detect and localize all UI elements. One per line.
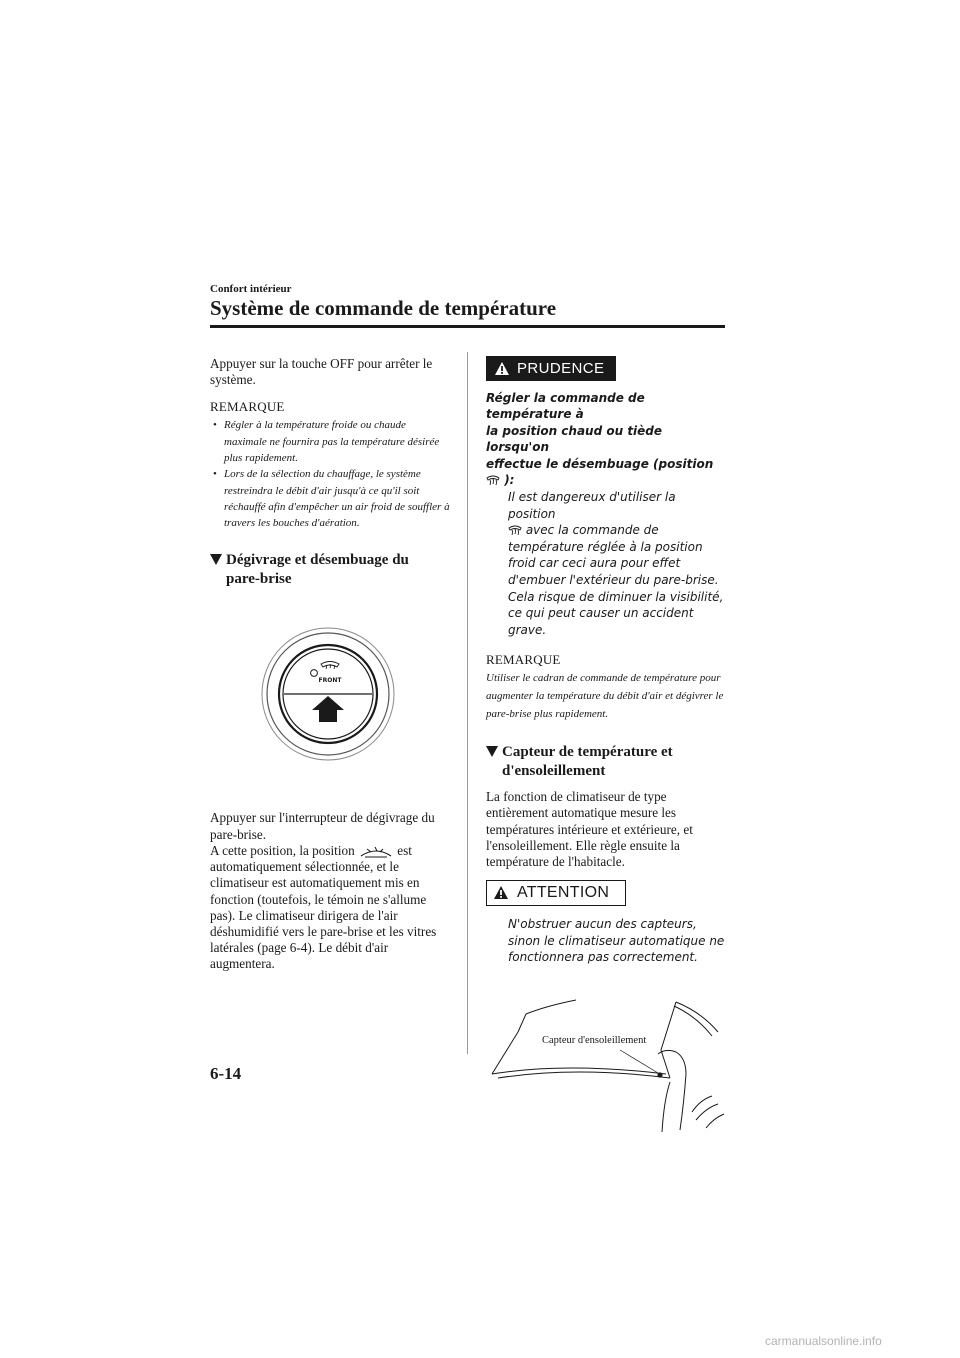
section-label: Confort intérieur (210, 283, 292, 295)
right-column (486, 356, 726, 1142)
caution-body: Il est dangereux d'utiliser la position avec la commande de température réglée à la position froid car ceci aura pour effet d'embuer l'extérieur du pare-brise. Cela risque de diminuer la visibilité, ce qui peut causer un accident grave. (508, 490, 724, 637)
warning-triangle-icon (493, 885, 509, 901)
note-title: REMARQUE (486, 652, 561, 668)
warning-triangle-icon (494, 361, 510, 377)
front-defrost-icon (321, 662, 339, 670)
sensor-paragraph: La fonction de climatiseur de type entièrement automatique mesure les températures intérieure et extérieure, et l'ensoleillement. Elle règle ensuite la température de l'habitacle. (486, 789, 693, 869)
dashboard-outline (492, 1000, 724, 1132)
front-label: FRONT (318, 677, 342, 685)
off-paragraph: Appuyer sur la touche OFF pour arrêter le système. (210, 356, 433, 388)
note-list (210, 417, 450, 531)
attention-label: ATTENTION (517, 884, 610, 902)
note-item: • Lors de la sélection du chauffage, le système restreindra le débit d'air jusqu'à ce qu'il soit réchauffé afin d'empêcher un air froid de souffler à travers les bouches d'aération. (210, 466, 450, 531)
sun-sensor-dot (657, 1072, 662, 1077)
note-title: REMARQUE (210, 399, 285, 415)
windshield-airflow-icon (358, 845, 394, 859)
caution-title: Régler la commande de température à la position chaud ou tiède lorsqu'on effectue le désembuage (position ): (486, 390, 714, 488)
left-column (210, 356, 450, 973)
caution-badge (486, 356, 616, 381)
page-title: Système de commande de température (210, 296, 557, 320)
defrost-mode-icon (508, 525, 522, 537)
defroster-button-figure (210, 626, 450, 776)
caution-label: PRUDENCE (517, 360, 605, 377)
note-text: Utiliser le cadran de commande de température pour augmenter la température du débit d'air et dégivrer le pare-brise plus rapidement. (486, 672, 724, 720)
column-divider (467, 352, 468, 1054)
triangle-bullet-icon (210, 554, 222, 565)
section-heading-sensor: Capteur de température et d'ensoleillement (486, 743, 726, 781)
defrost-mode-icon (486, 475, 500, 487)
note-item: • Régler à la température froide ou chaude maximale ne fournira pas la température désirée plus rapidement. (210, 417, 450, 466)
attention-text: N'obstruer aucun des capteurs, sinon le climatiseur automatique ne fonctionnera pas correctement. (508, 917, 725, 965)
attention-badge (486, 880, 626, 906)
up-arrow-icon (312, 696, 344, 722)
triangle-bullet-icon (486, 746, 498, 757)
section-heading-defrost: Dégivrage et désembuage du pare-brise (210, 551, 450, 589)
watermark: carmanualsonline.info (765, 1334, 882, 1348)
defroster-position-paragraph: A cette position, la position est automatiquement sélectionnée, et le climatiseur est automatiquement mis en fonction (toutefois, le témoin ne s'allume pas). Le climatiseur dirigera de l'air déshumidifié vers le pare-brise et les vitres latérales (page 6-4). Le débit d'air augmentera. (210, 842, 437, 972)
defroster-paragraph: Appuyer sur l'interrupteur de dégivrage du pare-brise. (210, 810, 435, 842)
sensor-callout-label: Capteur d'ensoleillement (542, 1034, 647, 1046)
title-rule (210, 325, 725, 328)
defroster-knob (262, 628, 394, 760)
sun-sensor-figure (486, 992, 726, 1142)
callout-line (620, 1050, 658, 1073)
page-number: 6-14 (210, 1064, 242, 1083)
